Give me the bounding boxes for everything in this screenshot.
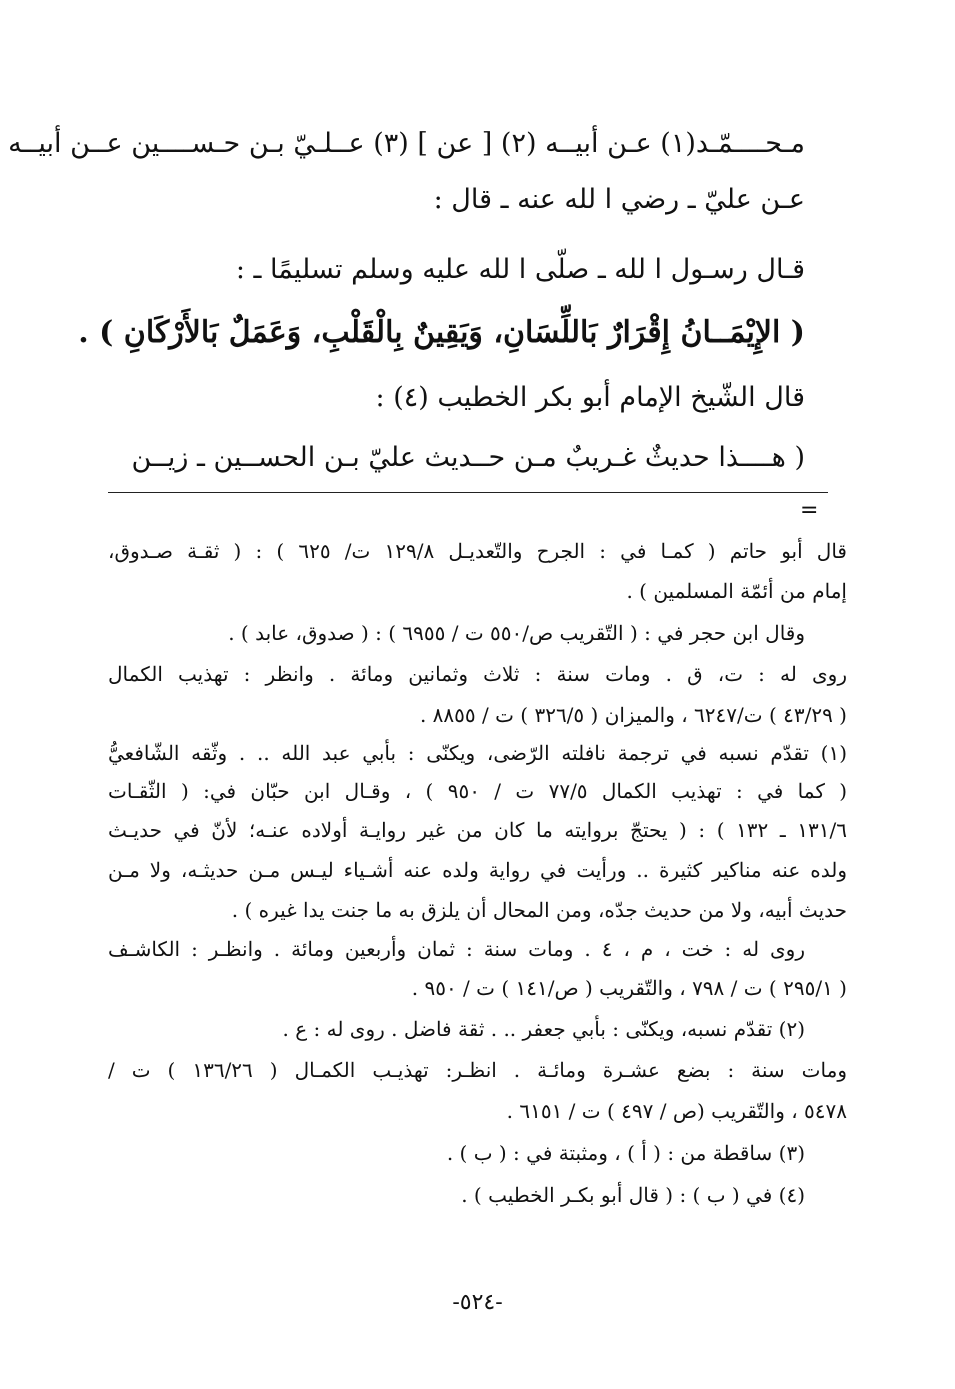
footnote-line-1: قال أبو حاتم ( كمـا في : الجرح والتّعديـل ١٢٩/٨ ت/ ٦٢٥ ) : ( ثقـة صـدوق،: [108, 539, 847, 563]
main-line-3: قـال رسـول ا لله ـ صلّى ا لله عليه وسلم تسليمًا ـ :: [235, 254, 805, 285]
footnote-3: (٣) ساقطة من : ( أ ) ، ومثبتة في : ( ب ) .: [446, 1141, 805, 1165]
footnote-2-line-1: (٢) تقدّم نسبه، ويكنّى : بأبي جعفر .. . ثقة فاضل . روى له : ع .: [282, 1017, 805, 1041]
footnote-1-line-3: ١٣١/٦ ـ ١٣٢ ) : ( يحتجّ بروايته ما كان من غير روايـة أولاده عنـه؛ لأنّ في حديـث: [108, 818, 847, 842]
footnote-1-line-2: ( كما في : تهذيب الكمال ٧٧/٥ ت / ٩٥٠ ) ، وقـال ابن حبّان في: ( الثّقـات: [108, 779, 848, 803]
footnote-2-line-3: ٥٤٧٨ ، والتّقريب (ص / ٤٩٧ ) ت / ٦١٥١ .: [506, 1099, 847, 1123]
footnote-line-2: إمام من أئمّة المسلمين ) .: [626, 579, 847, 603]
footnote-1-line-5: حديث أبيه، ولا من حديث جدّه، ومن المحال أن يلزق به ما جنت يدا غيره ) .: [231, 898, 847, 922]
footnote-line-3: وقال ابن حجر في : ( التّقريب ص/٥٥٠ ت / ٦٩٥٥ ) : ( صدوق، عابد ) .: [228, 621, 805, 645]
main-line-2: عـن عليّ ـ رضي ا لله عنه ـ قال :: [433, 184, 805, 215]
footnote-2-line-2: ومات سنة : بضع عشـرة ومائـة . انظـر: تهذيـب الكمـال ( ١٣٦/٢٦ ) ت /: [108, 1058, 847, 1082]
main-line-1: مـحــــمّـد(١) عـن أبيــه (٢) [ عن ] (٣) عــلـيّ بـن حـســــين عــن أبيــه: [8, 128, 805, 159]
main-line-6: ( هــــذا حديثٌ غـريبٌ مـن حــديث عليّ بـن الحســين ـ زيــن: [131, 442, 805, 473]
footnote-separator: [108, 492, 828, 493]
page-number: -٥٢٤-: [452, 1290, 503, 1315]
continuation-mark: =: [800, 498, 819, 523]
footnote-1-line-4: ولده عنه مناكير كثيرة .. ورأيت في رواية ولده عنه أشـياء ليـس مـن حديثـه، ولا مـن: [108, 858, 847, 882]
hadith-text: ( الإِيْمَــانُ إِقْرَارٌ بَاللِّسَانِ، وَيَقِينٌ بِالْقَلْبِ، وَعَمَلٌ بَالأَرْكَانِ ) .: [78, 315, 805, 350]
main-line-5: قال الشّيخ الإمام أبو بكر الخطيب (٤) :: [375, 382, 805, 413]
footnote-1-line-1: (١) تقدّم نسبه في ترجمة نافلته الرّضى، ويكنّى : بأبي عبد الله .. . وثّقه الشّافعيُّ: [108, 741, 847, 765]
footnote-1-line-6: روى له : خت ، م ، ٤ . ومات سنة : ثمان وأربعين ومائة . وانظـر : الكاشـف: [108, 937, 805, 961]
footnote-4: (٤) في ( ب ) : ( قال أبو بكـر الخطيب ) .: [461, 1183, 805, 1207]
footnote-1-line-7: ( ٢٩٥/١ ) ت / ٧٩٨ ، والتّقريب ( ص/١٤١ ) ت / ٩٥٠ .: [411, 976, 847, 1000]
footnote-line-4: روى له : ت، ق . ومات سنة : ثلاث وثمانين ومائة . وانظر : تهذيب الكمال: [108, 662, 847, 686]
footnote-line-5: ( ٤٣/٢٩ ) ت/٦٢٤٧ ، والميزان ( ٣٢٦/٥ ) ت / ٨٨٥٥ .: [419, 703, 847, 727]
